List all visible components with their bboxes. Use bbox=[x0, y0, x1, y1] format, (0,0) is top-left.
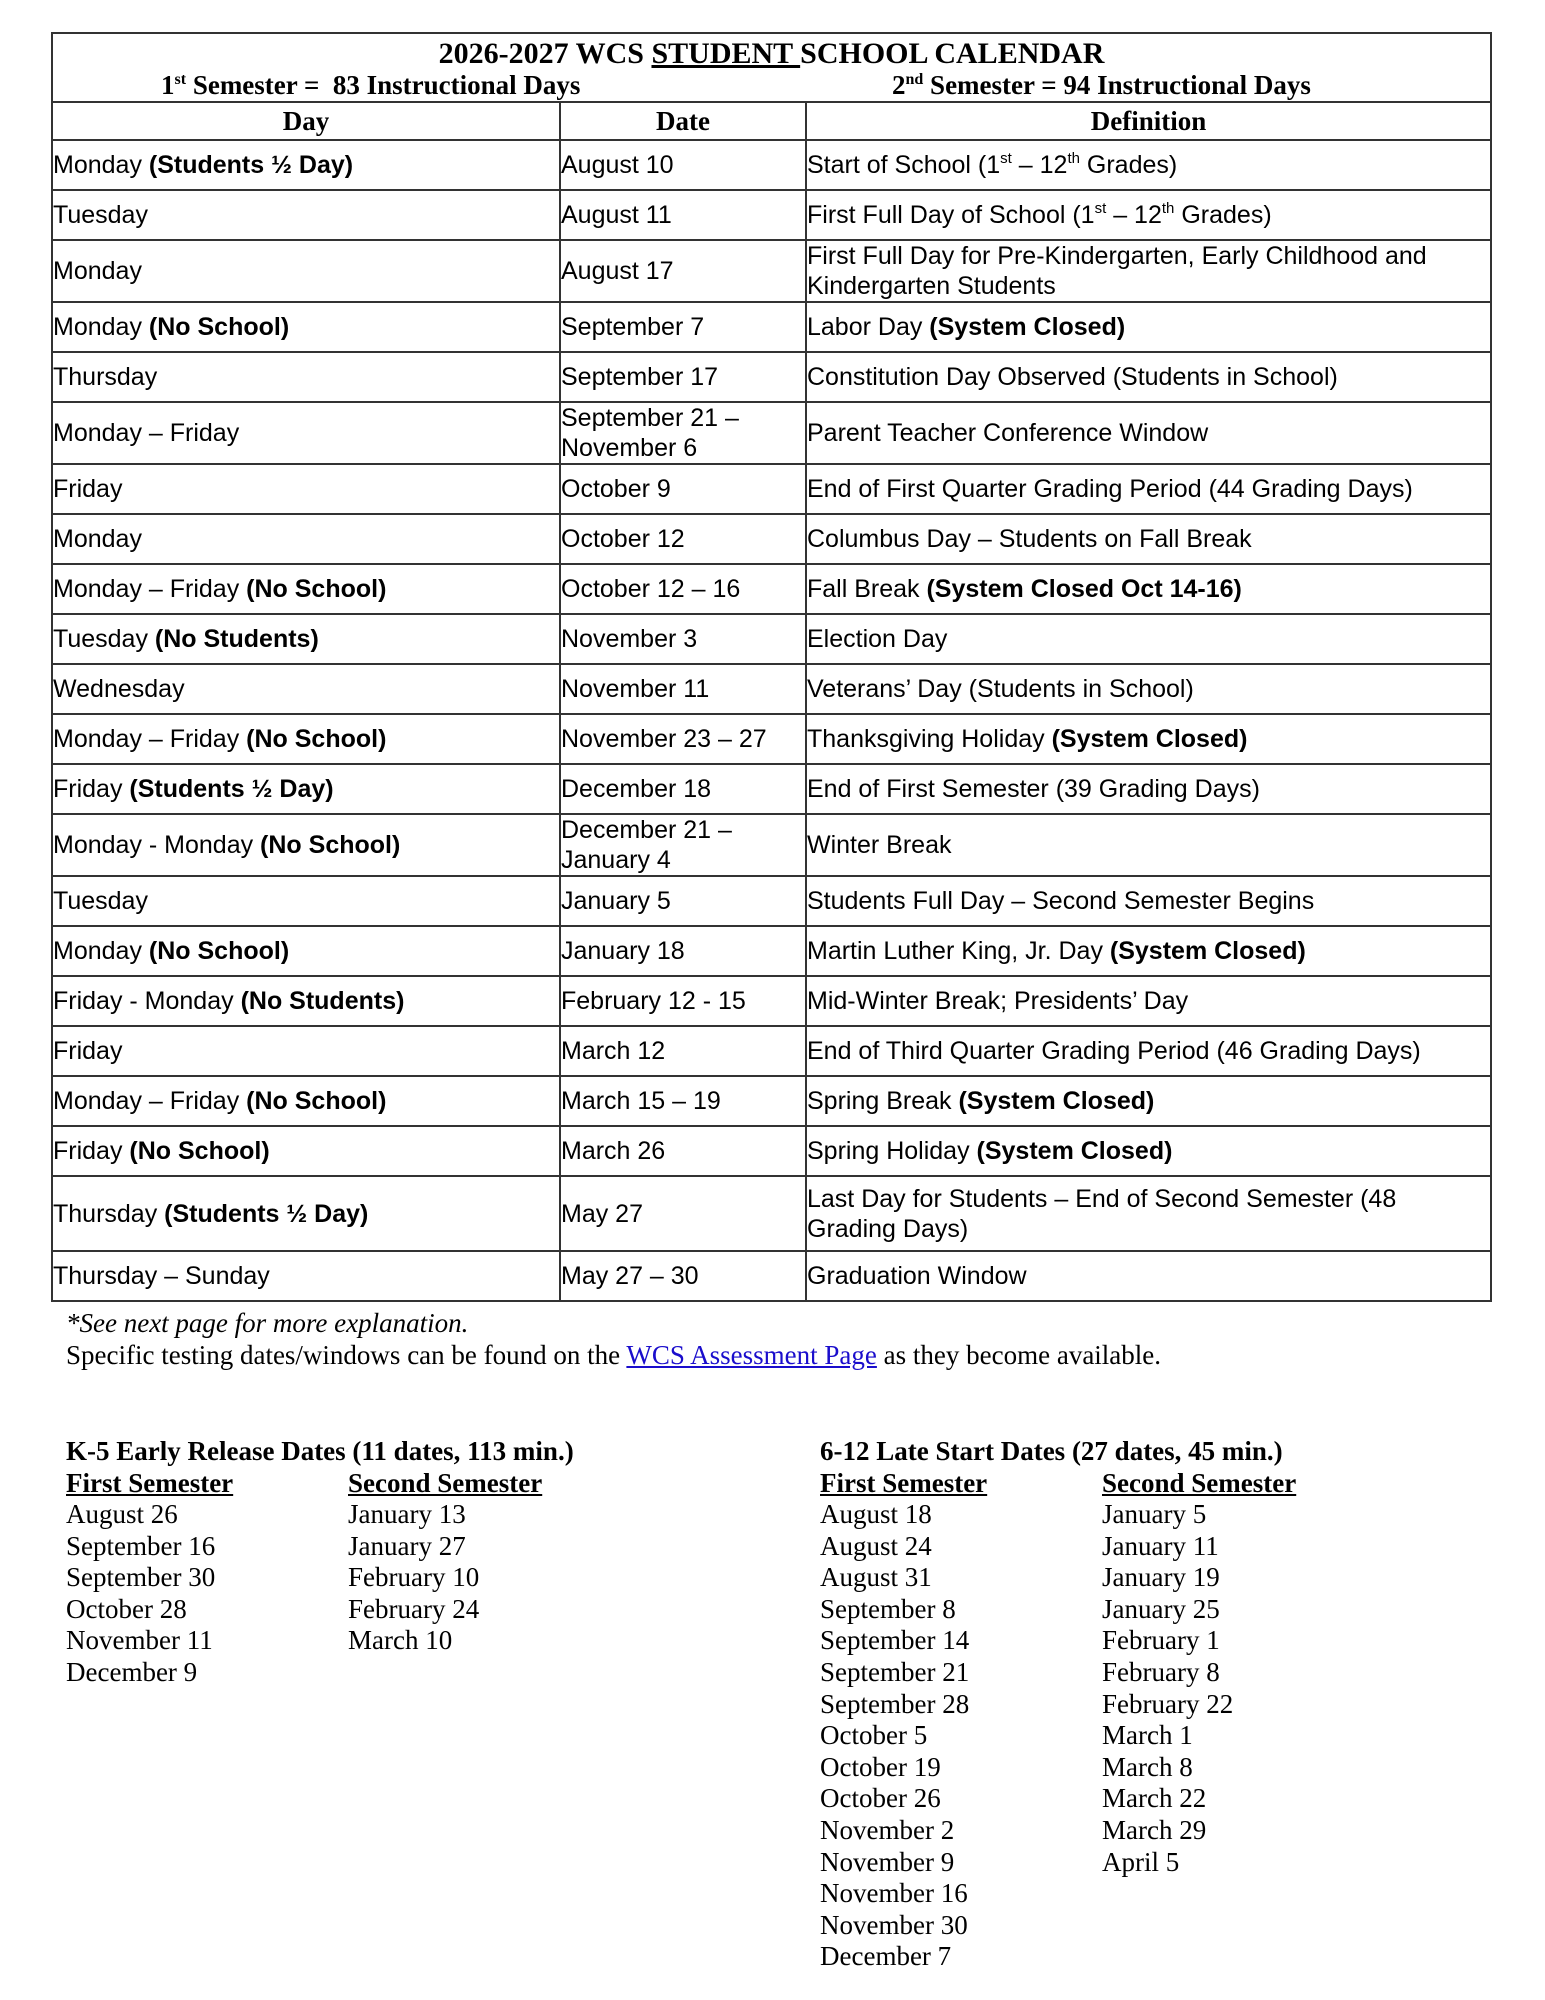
definition-text: Grades) bbox=[1174, 201, 1272, 229]
late-first-semester bbox=[820, 1467, 987, 1973]
day-text: Monday – Friday bbox=[53, 575, 247, 603]
day-cell bbox=[52, 352, 560, 402]
day-note: (No School) bbox=[148, 937, 290, 965]
day-note: (No School) bbox=[246, 575, 387, 603]
day-note: (No School) bbox=[260, 831, 401, 859]
k5-second-semester-heading: Second Semester bbox=[348, 1468, 543, 1498]
calendar-title bbox=[53, 36, 1490, 72]
definition-text: Spring Holiday bbox=[807, 1137, 977, 1165]
k5-early-release-block bbox=[66, 1435, 766, 1735]
late-start-date: February 22 bbox=[1102, 1688, 1234, 1719]
day-text: Monday – Friday bbox=[53, 1087, 247, 1115]
calendar-row bbox=[52, 302, 1491, 352]
calendar-row bbox=[52, 926, 1491, 976]
date-cell: January 18 bbox=[560, 926, 806, 976]
late-start-date: December 7 bbox=[820, 1941, 952, 1972]
definition-text: – 12 bbox=[1106, 201, 1162, 229]
day-cell bbox=[52, 1076, 560, 1126]
definition-text: End of Third Quarter Grading Period (46 Grading Days) bbox=[807, 1037, 1421, 1065]
definition-cell bbox=[806, 664, 1491, 714]
definition-text: Labor Day bbox=[807, 313, 930, 341]
date-cell: October 9 bbox=[560, 464, 806, 514]
calendar-row bbox=[52, 140, 1491, 190]
calendar-row bbox=[52, 1176, 1491, 1251]
late-start-date: November 16 bbox=[820, 1878, 968, 1909]
day-text: Friday bbox=[53, 775, 130, 803]
assessment-page-link[interactable]: WCS Assessment Page bbox=[626, 1340, 877, 1370]
calendar-row bbox=[52, 714, 1491, 764]
date-cell: February 12 - 15 bbox=[560, 976, 806, 1026]
date-cell: January 5 bbox=[560, 876, 806, 926]
day-text: Friday bbox=[53, 1137, 130, 1165]
day-cell bbox=[52, 140, 560, 190]
late-start-date: August 18 bbox=[820, 1499, 932, 1529]
calendar-row bbox=[52, 1076, 1491, 1126]
definition-cell bbox=[806, 926, 1491, 976]
late-start-date: February 1 bbox=[1102, 1625, 1220, 1656]
day-text: Monday bbox=[53, 257, 142, 285]
calendar-row bbox=[52, 976, 1491, 1026]
calendar-row bbox=[52, 614, 1491, 664]
date-cell: September 21 – November 6 bbox=[560, 402, 806, 464]
late-start-title: 6-12 Late Start Dates (27 dates, 45 min.) bbox=[820, 1436, 1283, 1466]
late-start-date: November 2 bbox=[820, 1814, 955, 1845]
day-cell bbox=[52, 190, 560, 240]
calendar-row bbox=[52, 190, 1491, 240]
late-start-date: October 26 bbox=[820, 1783, 941, 1814]
calendar-row bbox=[52, 240, 1491, 302]
late-start-date: March 29 bbox=[1102, 1814, 1207, 1845]
early-release-date: March 10 bbox=[348, 1625, 453, 1656]
day-cell bbox=[52, 1251, 560, 1301]
definition-text: End of First Quarter Grading Period (44 Grading Days) bbox=[807, 475, 1413, 503]
k5-first-semester-heading: First Semester bbox=[66, 1468, 234, 1498]
definition-text: Constitution Day Observed (Students in School) bbox=[807, 363, 1338, 391]
late-start-date: March 22 bbox=[1102, 1783, 1207, 1814]
late-start-date: August 31 bbox=[820, 1562, 932, 1593]
definition-cell bbox=[806, 976, 1491, 1026]
calendar-row bbox=[52, 1126, 1491, 1176]
day-cell bbox=[52, 876, 560, 926]
calendar-row bbox=[52, 1026, 1491, 1076]
day-text: Tuesday bbox=[53, 887, 148, 915]
late-start-date: March 8 bbox=[1102, 1751, 1193, 1782]
day-text: Monday bbox=[53, 151, 149, 179]
definition-cell bbox=[806, 514, 1491, 564]
early-release-date: December 9 bbox=[66, 1656, 198, 1687]
definition-cell bbox=[806, 876, 1491, 926]
late-start-date: September 28 bbox=[820, 1688, 970, 1719]
early-release-date: October 28 bbox=[66, 1593, 187, 1624]
day-note: (No Students) bbox=[154, 625, 319, 653]
day-text: Friday bbox=[53, 475, 123, 503]
early-release-date: February 24 bbox=[348, 1593, 480, 1624]
early-release-date: September 16 bbox=[66, 1530, 216, 1561]
definition-cell bbox=[806, 1076, 1491, 1126]
day-cell bbox=[52, 814, 560, 876]
late-start-date: January 19 bbox=[1102, 1562, 1220, 1593]
definition-cell bbox=[806, 352, 1491, 402]
day-text: Monday – Friday bbox=[53, 419, 240, 447]
early-release-date: November 11 bbox=[66, 1625, 213, 1656]
k5-title: K-5 Early Release Dates (11 dates, 113 min.) bbox=[66, 1436, 574, 1466]
k5-first-semester bbox=[66, 1467, 233, 1689]
k5-first-semester-list bbox=[66, 1499, 233, 1689]
day-note: (Students ½ Day) bbox=[129, 775, 334, 803]
day-text: Friday - Monday bbox=[53, 987, 241, 1015]
late-start-date: November 30 bbox=[820, 1909, 968, 1940]
calendar-row bbox=[52, 664, 1491, 714]
late-second-semester-list bbox=[1102, 1499, 1296, 1878]
late-start-date: January 5 bbox=[1102, 1499, 1207, 1529]
definition-text: Last Day for Students – End of Second Semester (48 Grading Days) bbox=[807, 1184, 1404, 1243]
definition-text: Winter Break bbox=[807, 831, 952, 859]
day-cell bbox=[52, 240, 560, 302]
early-release-date: August 26 bbox=[66, 1499, 178, 1529]
definition-text: Start of School (1 bbox=[807, 151, 1001, 179]
calendar-row bbox=[52, 1251, 1491, 1301]
date-cell: August 11 bbox=[560, 190, 806, 240]
definition-text: Fall Break bbox=[807, 575, 927, 603]
definition-text: Thanksgiving Holiday bbox=[807, 725, 1052, 753]
date-cell: September 17 bbox=[560, 352, 806, 402]
day-cell bbox=[52, 302, 560, 352]
day-note: (No School) bbox=[246, 725, 387, 753]
definition-text: Parent Teacher Conference Window bbox=[807, 419, 1209, 447]
late-second-semester bbox=[1102, 1467, 1296, 1878]
calendar-row bbox=[52, 464, 1491, 514]
day-cell bbox=[52, 926, 560, 976]
definition-cell bbox=[806, 240, 1491, 302]
definition-text: Election Day bbox=[807, 625, 948, 653]
definition-text: (System Closed) bbox=[958, 1087, 1155, 1115]
early-release-date: September 30 bbox=[66, 1562, 216, 1593]
definition-cell bbox=[806, 1026, 1491, 1076]
testing-info bbox=[66, 1339, 1161, 1371]
day-text: Monday bbox=[53, 525, 142, 553]
late-start-date: October 19 bbox=[820, 1751, 941, 1782]
day-note: (No School) bbox=[129, 1137, 270, 1165]
day-text: Wednesday bbox=[53, 675, 185, 703]
late-start-date: October 5 bbox=[820, 1720, 928, 1751]
early-release-date: February 10 bbox=[348, 1562, 480, 1593]
definition-text: (System Closed) bbox=[1109, 937, 1306, 965]
title-part: 2026-2027 WCS bbox=[438, 37, 652, 70]
definition-text: Grades) bbox=[1079, 151, 1178, 179]
calendar-row bbox=[52, 352, 1491, 402]
semester-1-days: 1st Semester = 83 Instructional Days bbox=[161, 70, 581, 100]
definition-text: st bbox=[1000, 150, 1012, 167]
day-text: Friday bbox=[53, 1037, 123, 1065]
definition-cell bbox=[806, 190, 1491, 240]
late-start-date: March 1 bbox=[1102, 1720, 1193, 1751]
late-start-date: September 14 bbox=[820, 1625, 970, 1656]
early-release-date: January 13 bbox=[348, 1499, 466, 1529]
header-definition: Definition bbox=[806, 102, 1491, 140]
day-cell bbox=[52, 464, 560, 514]
day-text: Monday bbox=[53, 313, 149, 341]
date-cell: October 12 – 16 bbox=[560, 564, 806, 614]
day-cell bbox=[52, 764, 560, 814]
definition-cell bbox=[806, 814, 1491, 876]
definition-cell bbox=[806, 302, 1491, 352]
testing-text: Specific testing dates/windows can be found on the bbox=[66, 1340, 627, 1370]
see-next-page-note: *See next page for more explanation. bbox=[66, 1308, 469, 1338]
calendar-row bbox=[52, 402, 1491, 464]
definition-text: (System Closed) bbox=[929, 313, 1126, 341]
day-text: Thursday bbox=[53, 363, 158, 391]
day-text: Monday – Friday bbox=[53, 725, 247, 753]
definition-text: (System Closed Oct 14-16) bbox=[926, 575, 1242, 603]
day-cell bbox=[52, 1176, 560, 1251]
day-cell bbox=[52, 1026, 560, 1076]
header-date: Date bbox=[560, 102, 806, 140]
date-cell: March 12 bbox=[560, 1026, 806, 1076]
day-cell bbox=[52, 564, 560, 614]
date-cell: December 18 bbox=[560, 764, 806, 814]
late-start-date: September 21 bbox=[820, 1656, 970, 1687]
day-text: Monday bbox=[53, 937, 149, 965]
definition-text: (System Closed) bbox=[976, 1137, 1173, 1165]
day-cell bbox=[52, 514, 560, 564]
definition-text: (System Closed) bbox=[1051, 725, 1248, 753]
late-start-date: November 9 bbox=[820, 1846, 955, 1877]
day-note: (Students ½ Day) bbox=[164, 1199, 369, 1228]
title-cell bbox=[52, 33, 1491, 102]
date-cell: August 17 bbox=[560, 240, 806, 302]
date-cell: November 11 bbox=[560, 664, 806, 714]
definition-cell bbox=[806, 140, 1491, 190]
date-cell: August 10 bbox=[560, 140, 806, 190]
definition-text: Graduation Window bbox=[807, 1262, 1027, 1290]
definition-text: th bbox=[1067, 150, 1080, 167]
definition-cell bbox=[806, 614, 1491, 664]
definition-text: st bbox=[1094, 200, 1107, 217]
definition-text: Veterans’ Day (Students in School) bbox=[807, 675, 1194, 703]
definition-cell bbox=[806, 1126, 1491, 1176]
date-cell: September 7 bbox=[560, 302, 806, 352]
early-release-date: January 27 bbox=[348, 1530, 466, 1561]
k5-second-semester-list bbox=[348, 1499, 542, 1657]
late-start-date: January 11 bbox=[1102, 1530, 1219, 1561]
day-note: (No Students) bbox=[240, 987, 405, 1015]
late-first-semester-list bbox=[820, 1499, 987, 1973]
day-text: Thursday – Sunday bbox=[53, 1262, 270, 1290]
day-note: (No School) bbox=[246, 1087, 387, 1115]
date-cell: May 27 – 30 bbox=[560, 1251, 806, 1301]
k5-second-semester bbox=[348, 1467, 542, 1657]
day-text: Thursday bbox=[53, 1199, 165, 1228]
definition-text: Spring Break bbox=[807, 1087, 959, 1115]
late-start-date: August 24 bbox=[820, 1530, 932, 1561]
day-note: (Students ½ Day) bbox=[148, 151, 354, 179]
definition-text: First Full Day for Pre-Kindergarten, Early Childhood and Kindergarten Students bbox=[807, 242, 1434, 300]
definition-text: Students Full Day – Second Semester Begins bbox=[807, 887, 1315, 915]
day-cell bbox=[52, 976, 560, 1026]
day-note: (No School) bbox=[148, 313, 290, 341]
calendar-row bbox=[52, 514, 1491, 564]
day-text: Tuesday bbox=[53, 625, 155, 653]
testing-text: as they become available. bbox=[876, 1340, 1162, 1370]
title-part: SCHOOL CALENDAR bbox=[800, 37, 1105, 70]
date-cell: December 21 – January 4 bbox=[560, 814, 806, 876]
definition-text: Martin Luther King, Jr. Day bbox=[807, 937, 1110, 965]
definition-text: Mid-Winter Break; Presidents’ Day bbox=[807, 987, 1189, 1015]
definition-cell bbox=[806, 464, 1491, 514]
calendar-row bbox=[52, 564, 1491, 614]
definition-cell bbox=[806, 402, 1491, 464]
date-cell: November 23 – 27 bbox=[560, 714, 806, 764]
calendar-row bbox=[52, 814, 1491, 876]
day-cell bbox=[52, 402, 560, 464]
day-cell bbox=[52, 614, 560, 664]
definition-cell bbox=[806, 714, 1491, 764]
date-cell: November 3 bbox=[560, 614, 806, 664]
date-cell: October 12 bbox=[560, 514, 806, 564]
late-first-semester-heading: First Semester bbox=[820, 1468, 988, 1498]
definition-text: – 12 bbox=[1011, 151, 1068, 179]
late-start-date: April 5 bbox=[1102, 1846, 1180, 1877]
day-text: Tuesday bbox=[53, 201, 148, 229]
semester-2-days: 2nd Semester = 94 Instructional Days bbox=[892, 70, 1311, 100]
date-cell: March 26 bbox=[560, 1126, 806, 1176]
calendar-table bbox=[51, 32, 1492, 1302]
definition-cell bbox=[806, 1251, 1491, 1301]
day-cell bbox=[52, 1126, 560, 1176]
date-cell: March 15 – 19 bbox=[560, 1076, 806, 1126]
late-start-date: January 25 bbox=[1102, 1593, 1220, 1624]
late-start-date: February 8 bbox=[1102, 1656, 1220, 1687]
definition-text: End of First Semester (39 Grading Days) bbox=[807, 775, 1260, 803]
header-day: Day bbox=[52, 102, 560, 140]
calendar-row bbox=[52, 764, 1491, 814]
day-cell bbox=[52, 664, 560, 714]
definition-cell bbox=[806, 564, 1491, 614]
late-second-semester-heading: Second Semester bbox=[1102, 1468, 1297, 1498]
date-cell: May 27 bbox=[560, 1176, 806, 1251]
day-cell bbox=[52, 714, 560, 764]
late-start-date: September 8 bbox=[820, 1593, 956, 1624]
day-text: Monday - Monday bbox=[53, 831, 261, 859]
title-underlined: STUDENT bbox=[651, 37, 801, 70]
definition-text: First Full Day of School (1 bbox=[807, 201, 1095, 229]
definition-cell bbox=[806, 1176, 1491, 1251]
definition-text: th bbox=[1161, 200, 1175, 217]
definition-cell bbox=[806, 764, 1491, 814]
calendar-row bbox=[52, 876, 1491, 926]
late-start-block bbox=[820, 1435, 1460, 1995]
definition-text: Columbus Day – Students on Fall Break bbox=[807, 525, 1252, 553]
